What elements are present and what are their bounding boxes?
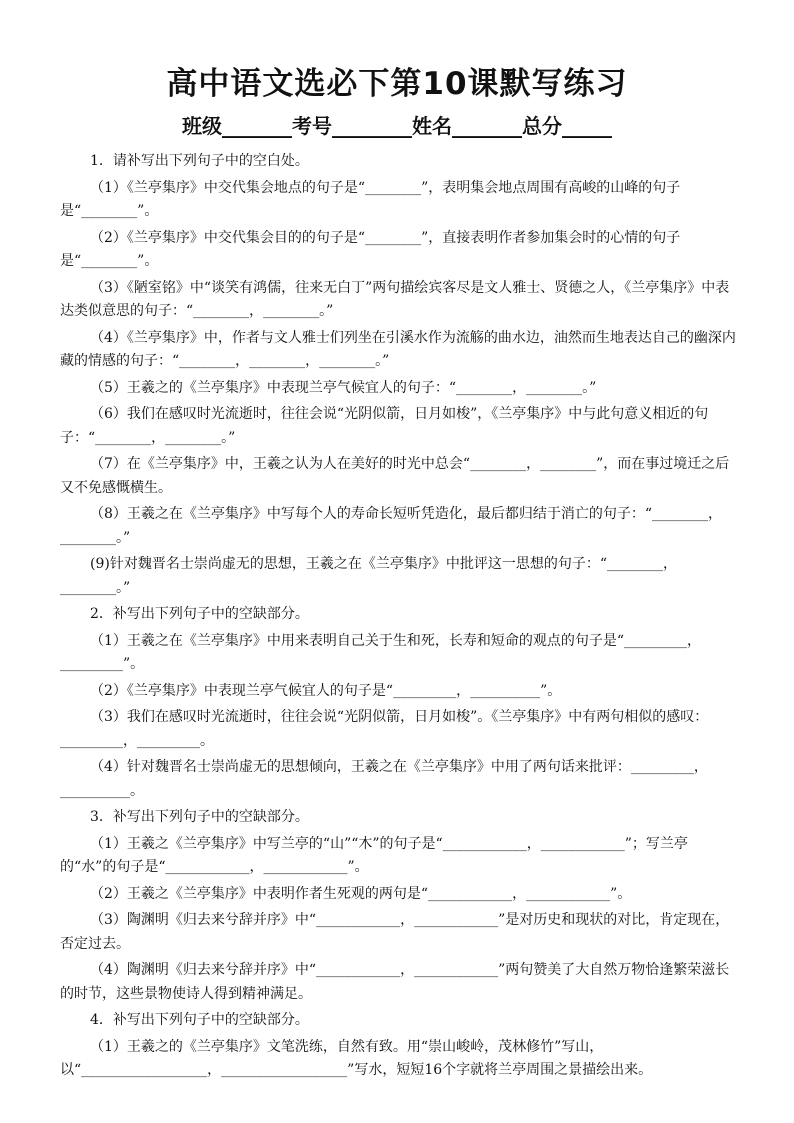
question-item: （3）陶渊明《归去来兮辞并序》中“____________，____________”是对历史和现状的对比，肯定现在，否定过去。 bbox=[60, 912, 730, 952]
student-info-line: 班级_______考号________姓名_______总分_____ bbox=[182, 114, 612, 138]
question-item: （4）《兰亭集序》中，作者与文人雅士们列坐在引溪水作为流觞的曲水边，油然而生地表达自己的幽深内藏的情感的句子：“________，________，________。” bbox=[60, 329, 736, 369]
question-item: （8）王羲之在《兰亭集序》中写每个人的寿命长短听凭造化，最后都归结于消亡的句子：“________，________。” bbox=[60, 506, 723, 546]
question-item: （3）我们在感叹时光流逝时，往往会说“光阴似箭，日月如梭”。《兰亭集序》中有两句相似的感叹：_________，_________。 bbox=[60, 709, 709, 749]
section-heading: 3．补写出下列句子中的空缺部分。 bbox=[90, 809, 309, 825]
question-item: （2）《兰亭集序》中表现兰亭气候宜人的句子是“_________，__________”。 bbox=[90, 682, 562, 699]
section-heading: 2．补写出下列句子中的空缺部分。 bbox=[90, 606, 309, 622]
question-item: （1）王羲之在《兰亭集序》中用来表明自己关于生和死，长寿和短命的观点的句子是“_________，_________”。 bbox=[60, 632, 702, 672]
question-item: （2）王羲之《兰亭集序》中表明作者生死观的两句是“____________，____________”。 bbox=[90, 885, 632, 902]
question-item: （3）《陋室铭》中“谈笑有鸿儒，往来无白丁”两句描绘宾客尽是文人雅士、贤德之人，《兰亭集序》中表达类似意思的句子：“________，________。” bbox=[60, 279, 730, 319]
question-item: （2）《兰亭集序》中交代集会目的的句子是“________”，直接表明作者参加集会时的心情的句子是“________”。 bbox=[60, 229, 681, 269]
question-item: （1）《兰亭集序》中交代集会地点的句子是“________”，表明集会地点周围有高峻的山峰的句子是“________”。 bbox=[60, 179, 681, 219]
question-item: (9)针对魏晋名士崇尚虚无的思想，王羲之在《兰亭集序》中批评这一思想的句子：“________，________。” bbox=[60, 556, 677, 596]
page-title: 高中语文选必下第10课默写练习 bbox=[166, 66, 628, 102]
question-item: （7）在《兰亭集序》中，王羲之认为人在美好的时光中总会“________，________”，而在事过境迁之后又不免感慨横生。 bbox=[60, 456, 730, 496]
question-item: （4）针对魏晋名士崇尚虚无的思想倾向，王羲之在《兰亭集序》中用了两句话来批评：_________，__________。 bbox=[60, 759, 708, 799]
question-item: （1）王羲之《兰亭集序》中写兰亭的“山”“木”的句子是“____________，____________”；写兰亭的“水”的句子是“____________，____________”。 bbox=[60, 835, 688, 875]
section-heading: 1．请补写出下列句子中的空白处。 bbox=[90, 153, 309, 169]
section-heading: 4．补写出下列句子中的空缺部分。 bbox=[90, 1012, 309, 1028]
questions-body bbox=[60, 150, 736, 1086]
question-item: （6）我们在感叹时光流逝时，往往会说“光阴似箭，日月如梭”，《兰亭集序》中与此句意义相近的句子：“________，________。” bbox=[60, 406, 709, 446]
question-item: （5）王羲之的《兰亭集序》中表现兰亭气候宜人的句子：“________，________。” bbox=[90, 379, 597, 396]
question-item: （1）王羲之的《兰亭集序》文笔洗练，自然有致。用“崇山峻岭，茂林修竹”写山，以“__________________，__________________”写水，短短16个字就将兰亭周围之景描绘出来。 bbox=[60, 1038, 653, 1078]
question-item: （4）陶渊明《归去来兮辞并序》中“____________，____________”两句赞美了大自然万物恰逢繁荣滋长的时节，这些景物使诗人得到精神满足。 bbox=[60, 962, 730, 1002]
